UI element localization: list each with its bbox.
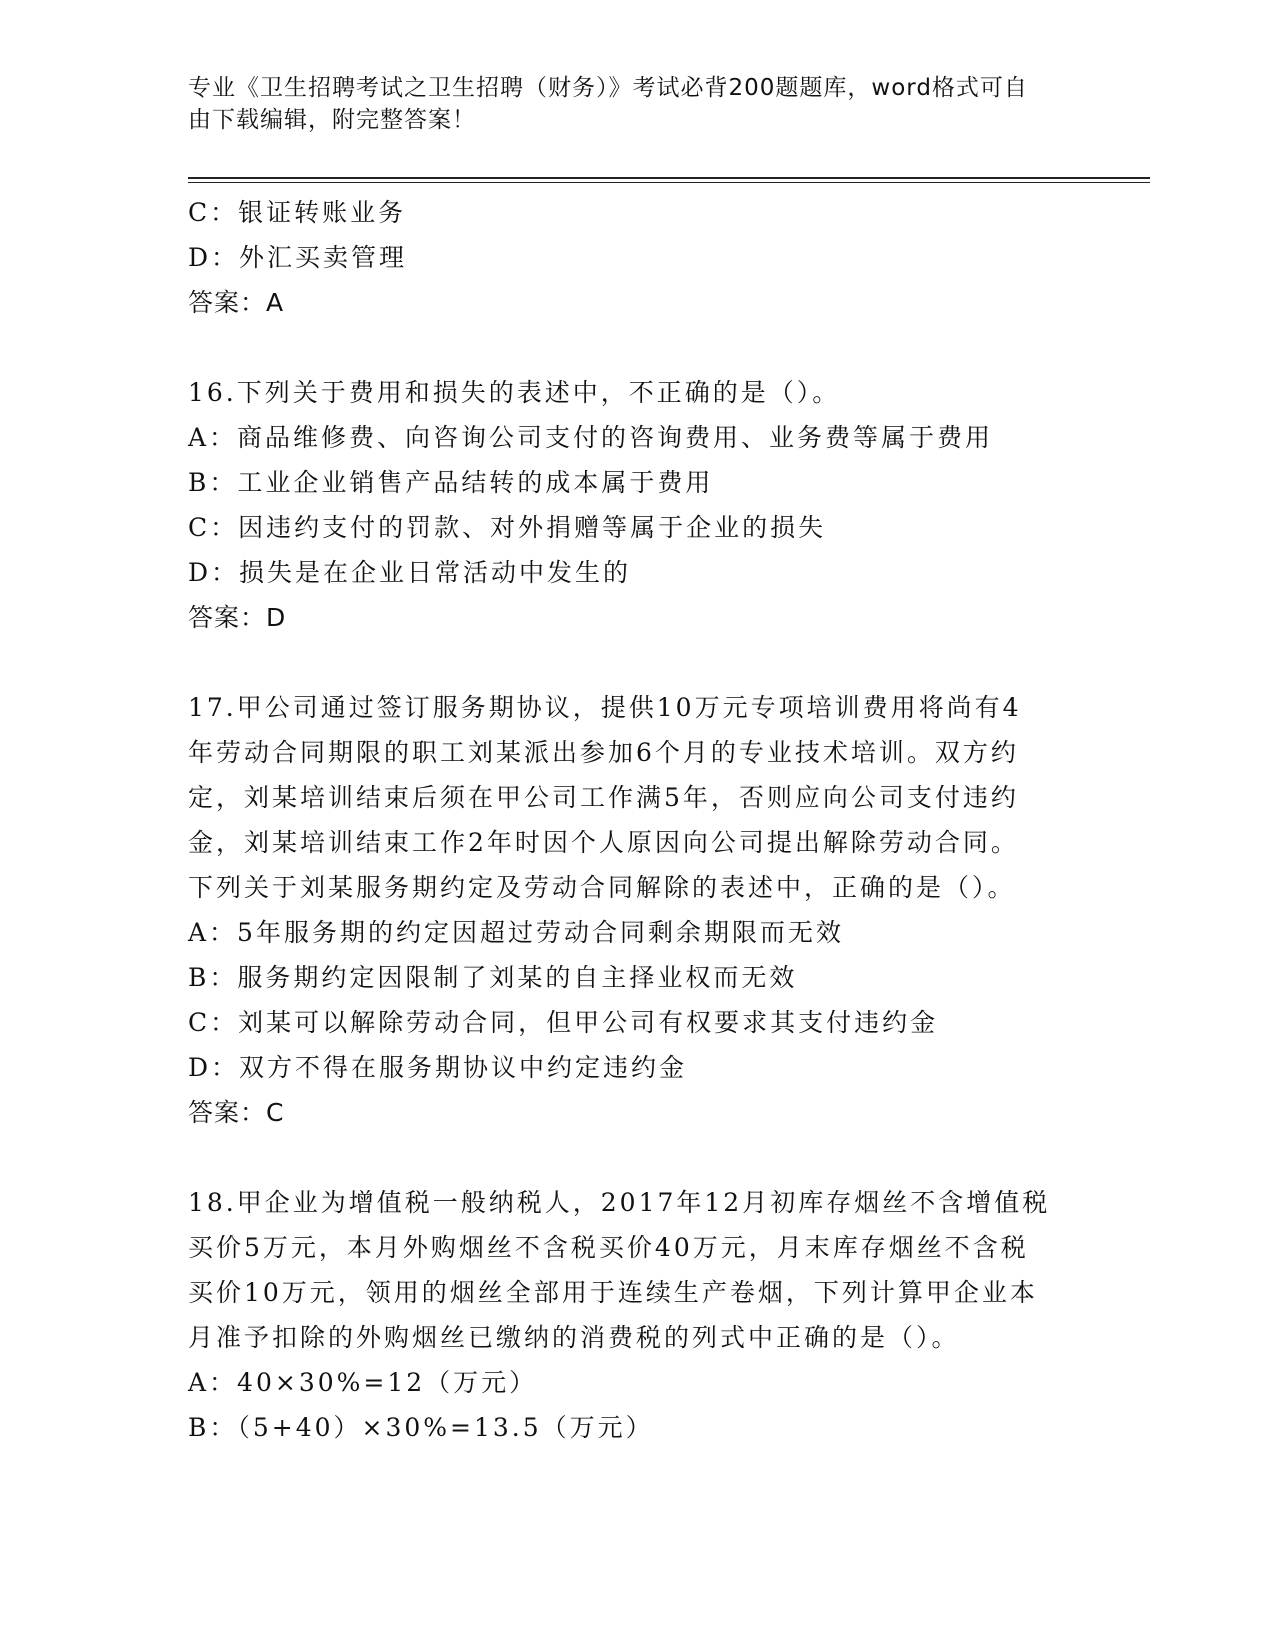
option: B：服务期约定因限制了刘某的自主择业权而无效 [188, 963, 798, 992]
option: A：商品维修费、向咨询公司支付的咨询费用、业务费等属于费用 [188, 423, 994, 452]
option: A：5年服务期的约定因超过劳动合同剩余期限而无效 [188, 918, 844, 947]
question-17 [188, 685, 1088, 1135]
header-line: 由下载编辑，附完整答案！ [188, 107, 476, 133]
header-line: 专业《卫生招聘考试之卫生招聘（财务）》考试必背200题题库，word格式可自 [188, 75, 1028, 101]
question-stem: 16.下列关于费用和损失的表述中，不正确的是（）。 [188, 378, 841, 407]
option: B：（5+40）×30%=13.5（万元） [188, 1413, 654, 1442]
question-stem: 金，刘某培训结束工作2年时因个人原因向公司提出解除劳动合同。 [188, 828, 1019, 857]
option: D：外汇买卖管理 [188, 243, 408, 272]
question-stem: 月准予扣除的外购烟丝已缴纳的消费税的列式中正确的是（）。 [188, 1323, 960, 1352]
option: B：工业企业销售产品结转的成本属于费用 [188, 468, 714, 497]
question-stem: 买价5万元，本月外购烟丝不含税买价40万元，月末库存烟丝不含税 [188, 1233, 1029, 1262]
header-rule [188, 177, 1150, 179]
answer: 答案：A [188, 288, 285, 317]
document-header [188, 72, 1068, 136]
question-stem: 定，刘某培训结束后须在甲公司工作满5年，否则应向公司支付违约 [188, 783, 1019, 812]
question-18 [188, 1180, 1088, 1450]
question-stem: 下列关于刘某服务期约定及劳动合同解除的表述中，正确的是（）。 [188, 873, 1016, 902]
question-16 [188, 370, 1088, 640]
question-stem: 买价10万元，领用的烟丝全部用于连续生产卷烟，下列计算甲企业本 [188, 1278, 1038, 1307]
option: C：因违约支付的罚款、对外捐赠等属于企业的损失 [188, 513, 827, 542]
header-rule-thin [188, 182, 1150, 183]
question-stem: 18.甲企业为增值税一般纳税人，2017年12月初库存烟丝不含增值税 [188, 1188, 1051, 1217]
option: D：双方不得在服务期协议中约定违约金 [188, 1053, 688, 1082]
question-stem: 年劳动合同期限的职工刘某派出参加6个月的专业技术培训。双方约 [188, 738, 1019, 767]
question-prev [188, 190, 1088, 325]
option: C：银证转账业务 [188, 198, 407, 227]
answer: 答案：D [188, 603, 287, 632]
option: A：40×30%=12（万元） [188, 1368, 538, 1397]
option: C：刘某可以解除劳动合同，但甲公司有权要求其支付违约金 [188, 1008, 939, 1037]
document-body [188, 190, 1088, 1450]
answer: 答案：C [188, 1098, 285, 1127]
option: D：损失是在企业日常活动中发生的 [188, 558, 632, 587]
question-stem: 17.甲公司通过签订服务期协议，提供10万元专项培训费用将尚有4 [188, 693, 1022, 722]
